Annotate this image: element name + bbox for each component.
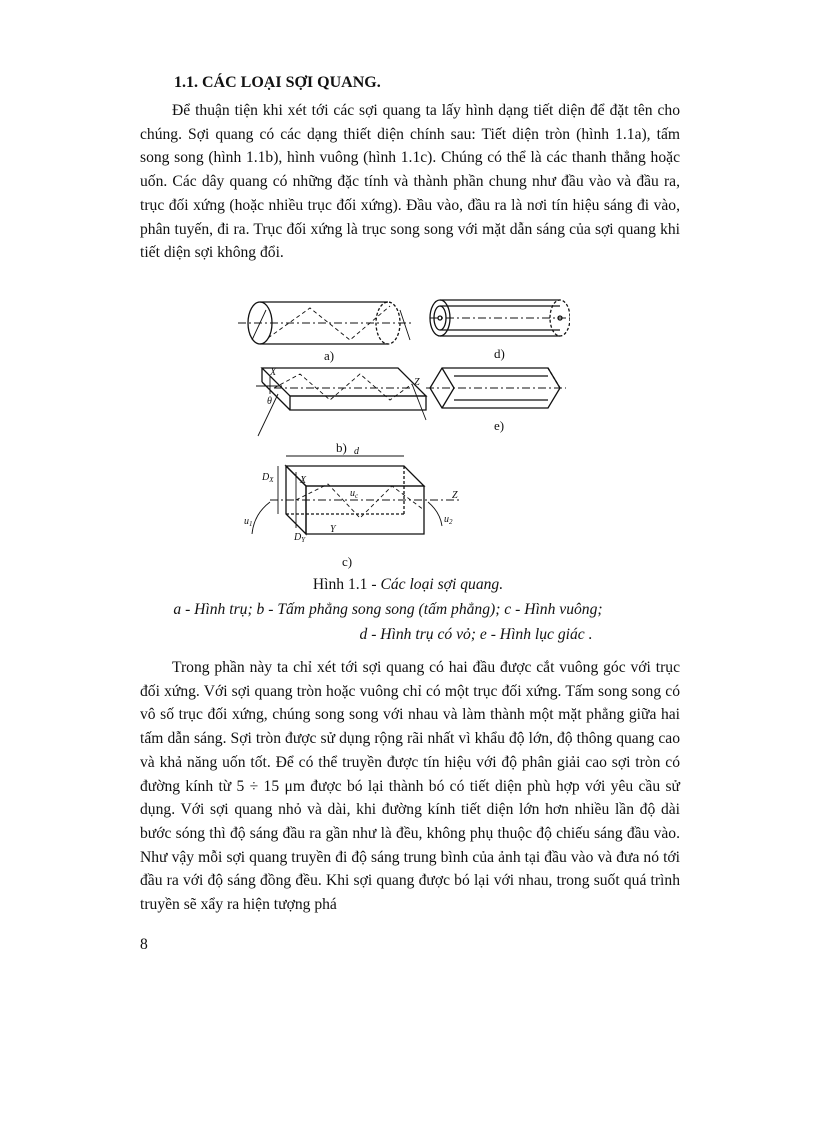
label-e: e) (494, 418, 505, 433)
page-number: 8 (140, 936, 148, 953)
figure-diagram (230, 288, 570, 570)
label-uc: $u_c$ (350, 488, 359, 500)
label-b: b) (336, 440, 347, 455)
figure-caption-line-2: d - Hình trụ có vỏ; e - Hình lục giác . (359, 626, 593, 643)
hexagonal-drawing (426, 368, 566, 408)
caption-prefix: Hình 1.1 - (312, 576, 381, 593)
label-d: d) (494, 346, 505, 361)
label-u2: $u_2$ (444, 514, 453, 526)
label-plate-z: Z (414, 377, 420, 388)
label-a: a) (324, 348, 335, 363)
figure-fiber-types (230, 288, 570, 570)
label-axis-z: Z (452, 490, 458, 501)
body-paragraph: Trong phần này ta chỉ xét tới sợi quang có hai đầu được cắt vuông góc với trục đối xứng. Với sợi quang tròn hoặc vuông chỉ có một trục đối xứng. Tấm song song có vô số trục đối xứng, chúng song song với nhau và làm thành một mặt phẳng giữa hai tấm dẫn sáng. Sợi tròn được sử dụng rộng rãi nhất vì khẩu độ lớn, độ thông quang cao và khả năng uốn tốt. Để có thể truyền được tín hiệu với độ phân giải cao sợi tròn có đường kính từ 5 ÷ 15 μm được bó lại thành bó có tiết diện phù hợp với yêu cầu sử dụng. Với sợi quang nhỏ và dài, khi đường kính tiết diện lớn hơn nhiều lần độ dài bước sóng thì độ sáng đầu ra gần như là đều, không phụ thuộc độ chiếu sáng đầu vào. Như vậy mỗi sợi quang truyền đi độ sáng trung bình của ảnh tại đầu vào và đưa nó tới đầu ra với độ sáng đồng đều. Khi sợi quang được bó lại với nhau, trong suốt quá trình truyền sẽ xẩy ra hiện tượng phá (140, 659, 680, 914)
label-dy: $D_Y$ (294, 532, 306, 544)
label-dx: $D_X$ (262, 472, 274, 484)
label-axis-x: X (300, 475, 307, 486)
label-axis-y: Y (330, 524, 336, 535)
section-heading: 1.1. CÁC LOẠI SỢI QUANG. (174, 74, 381, 91)
caption-name: Các loại sợi quang. (380, 576, 504, 593)
figure-caption-title (0, 576, 816, 594)
intro-paragraph: Để thuận tiện khi xét tới các sợi quang ta lấy hình dạng tiết diện để đặt tên cho chúng. Sợi quang có các dạng thiết diện chính sau: Tiết diện tròn (hình 1.1a), tấm song song (hình 1.1b), hình vuông (hình 1.1c). Chúng có thể là các thanh thẳng hoặc uốn. Các dây quang có những đặc tính và thành phần chung như đầu vào và đầu ra, trục đối xứng (hoặc nhiều trục đối xứng). Đầu vào, đầu ra là nơi tín hiệu sáng đi vào, phân tuyến, đi ra. Trục đối xứng là trục song song với mặt dẫn sáng của sợi quang khi tiết diện sợi không đổi. (140, 102, 680, 262)
sheathed-cylinder-drawing (430, 300, 570, 336)
plate-drawing (256, 368, 426, 436)
label-theta: θ (267, 396, 272, 407)
label-length-d: d (354, 446, 359, 457)
label-u1: $u_1$ (244, 516, 253, 528)
label-c: c) (342, 554, 353, 569)
label-plate-x: X (270, 367, 277, 378)
figure-caption-line-1: a - Hình trụ; b - Tấm phẳng song song (tấm phẳng); c - Hình vuông; (173, 601, 603, 618)
cylinder-drawing (238, 302, 414, 344)
